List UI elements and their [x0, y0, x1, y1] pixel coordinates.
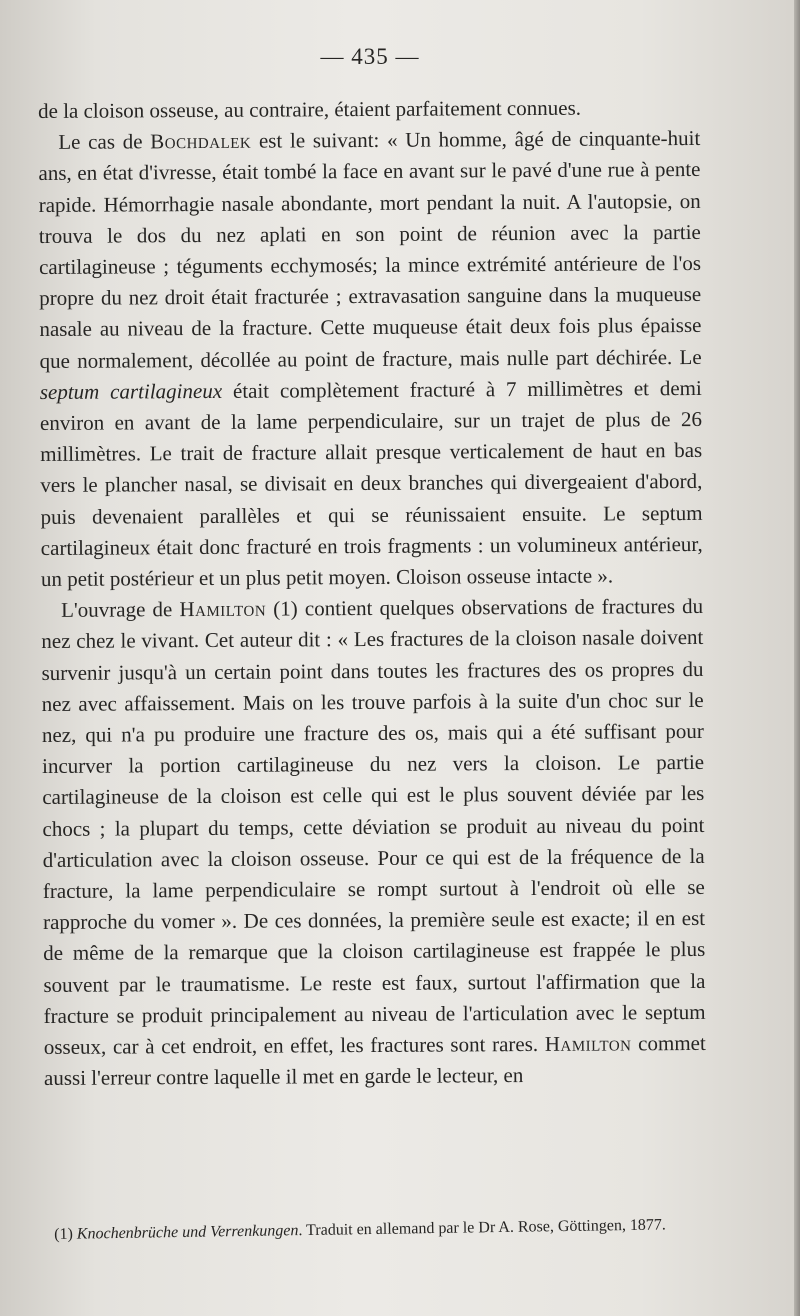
- text-run: commet aussi l'erreur contre laquelle il met en garde le lecteur, en: [43, 1031, 706, 1091]
- footnote-text: [54, 1212, 714, 1248]
- paragraph: [38, 92, 700, 127]
- text-run: Le cas de: [58, 129, 151, 155]
- text-run: de la cloison osseuse, au contraire, étaient parfaitement connues.: [38, 95, 582, 123]
- paragraph: [41, 591, 706, 1094]
- text-run: était complètement fracturé à 7 millimètres et demi environ en avant de la lame perpendiculaire, sur un trajet de plus de 26 millimètres. Le trait de fracture allait presque verticalement de haut en bas vers le plancher nasal, se divisait en deux branches qui divergeaient d'abord, puis devenaient parallèles et qui se réunissaient ensuite. Le septum cartilagineux était donc fracturé en trois fragments : un volumineux antérieur, un petit postérieur et un plus petit moyen. Cloison osseuse intacte ».: [39, 375, 703, 592]
- author-name: Bochdalek: [150, 128, 252, 154]
- footnote: [54, 1212, 714, 1248]
- body-text: [38, 92, 706, 1095]
- text-run: . Traduit en allemand par le Dr A. Rose, Göttingen, 1877.: [298, 1216, 667, 1240]
- text-run: (1): [54, 1225, 77, 1243]
- page-edge-shadow: [794, 0, 800, 1316]
- text-run: est le suivant: « Un homme, âgé de cinquante-huit ans, en état d'ivresse, était tombé la face en avant sur le pavé d'une rue à pente rapide. Hémorrhagie nasale abondante, mort pendant la nuit. A l'autopsie, on trouva le dos du nez aplati en son point de réunion avec la partie cartilagineuse ; téguments ecchymosés; la mince extrémité antérieure de l'os propre du nez droit était fracturée ; extravasation sanguine dans la muqueuse nasale au niveau de la fracture. Cette muqueuse était deux fois plus épaisse que normalement, décollée au point de fracture, mais nulle part déchirée. Le: [38, 126, 702, 373]
- text-run: (1) contient quelques observations de fractures du nez chez le vivant. Cet auteur dit : « Les fractures de la cloison nasale doivent survenir jusqu'à un certain point dans toutes les fractures des os propres du nez avec affaissement. Mais on les trouve parfois à la suite d'un choc sur le nez, qui n'a pu produire une fracture des os, mais qui a été suffisant pour incurver la portion cartilagineuse du nez vers la cloison. Le partie cartilagineuse de la cloison est celle qui est le plus souvent déviée par les chocs ; la plupart du temps, cette déviation se produit au niveau du point d'articulation avec la cloison osseuse. Pour ce qui est de la fréquence de la fracture, la lame perpendiculaire se rompt surtout à l'endroit où elle se rapproche du vomer ». De ces données, la première seule est exacte; il en est de même de la remarque que la cloison cartilagineuse est frappée le plus souvent par le traumatisme. Le reste est faux, surtout l'affirmation que la fracture se produit principalement au niveau de l'articulation avec le septum osseux, car à cet endroit, en effet, les fractures sont rares.: [41, 594, 706, 1060]
- author-name: Hamilton: [179, 596, 267, 622]
- page-number: — 435 —: [320, 44, 420, 69]
- paragraph: [38, 123, 703, 595]
- text-run: L'ouvrage de: [61, 597, 180, 623]
- italic-term: Knochenbrüche und Verrenkungen: [76, 1222, 299, 1243]
- author-name: Hamilton: [544, 1031, 632, 1057]
- italic-term: septum cartilagineux: [39, 378, 223, 404]
